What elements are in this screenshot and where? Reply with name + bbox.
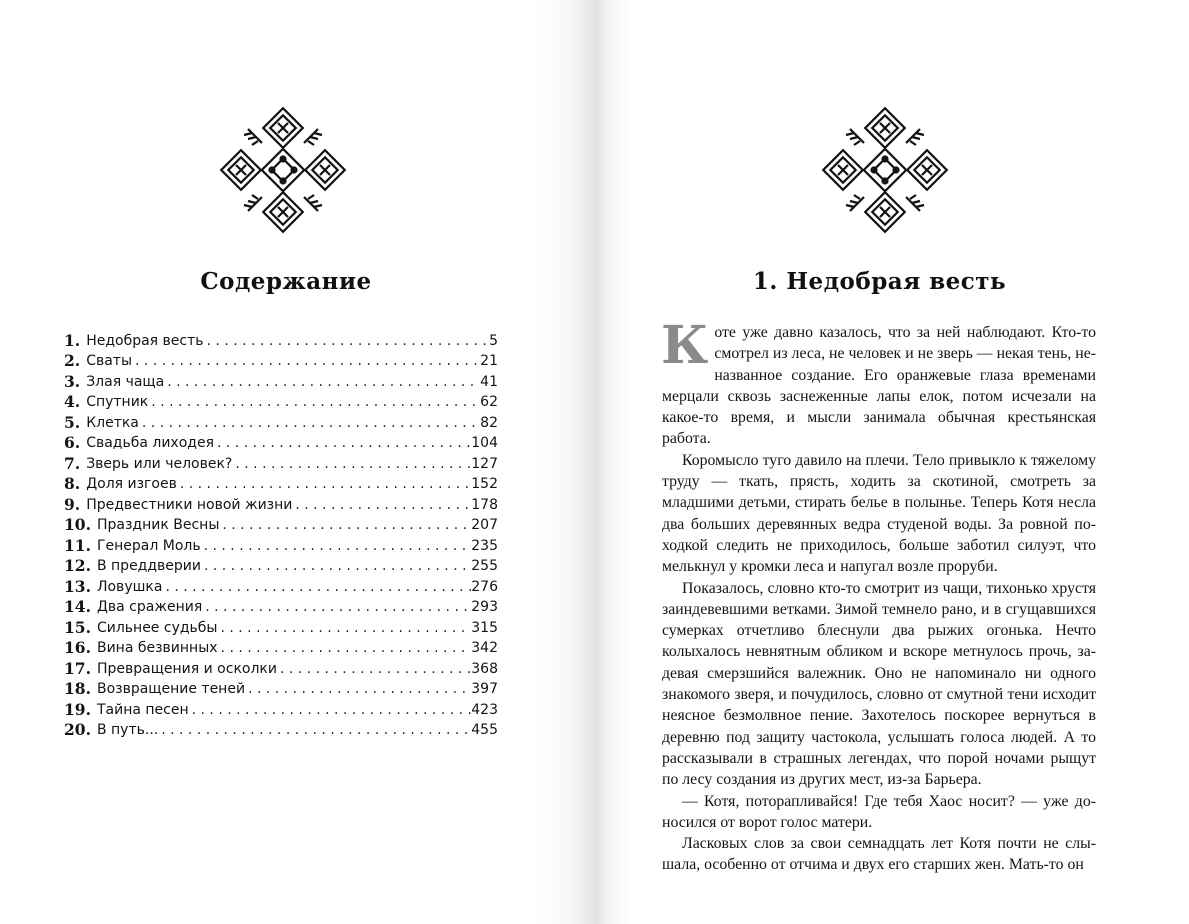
paragraph: Показалось, словно кто-то смотрит из чащи, тихонько хрустя заиндевевшими ветками. Зимой темнело рано, и в сгущавшихся сумерках отчетливо блеснули два рыжих огонька. Нечто колыхалось невнятным обликом и вскоре метнулось прочь, задевая смерзшийся валежник. Оно не напоминало ни одного знакомого зверя, и почудилось, словно от смутной тени исходит неясное безмолвное пение. Захотелось поскорее вернуться в деревню под защиту частокола, услышать голоса людей. А то рассказывали в страшных легендах, что порой ночами рыщут по лесу создания из других мест, из-за Барьера. bbox=[662, 579, 1096, 789]
toc-entry-title: Праздник Весны bbox=[96, 517, 220, 533]
toc-entry-page: 342 bbox=[471, 640, 498, 656]
toc-leader-dots bbox=[164, 372, 480, 392]
toc-entry bbox=[64, 351, 498, 372]
toc-entry-title: Недобрая весть bbox=[86, 332, 204, 349]
toc-entry-number: 11. bbox=[64, 535, 91, 555]
toc-entry-number: 7. bbox=[64, 453, 81, 473]
toc-entry-number: 16. bbox=[64, 638, 91, 657]
toc-entry-number: 9. bbox=[64, 494, 81, 514]
toc-entry-number: 17. bbox=[64, 658, 91, 678]
toc-entry-title: Предвестники новой жизни bbox=[86, 496, 293, 513]
toc-entry-title: Клетка bbox=[86, 414, 139, 431]
toc-entry-title: В путь... bbox=[96, 722, 159, 738]
toc-entry bbox=[64, 638, 498, 659]
toc-entry-page: 207 bbox=[471, 517, 498, 533]
toc-entry bbox=[64, 453, 498, 474]
toc-entry-page: 255 bbox=[471, 558, 498, 574]
toc-leader-dots bbox=[162, 577, 471, 597]
knot-ornament-icon bbox=[820, 105, 950, 235]
toc-entry-number: 13. bbox=[64, 576, 91, 596]
toc-leader-dots bbox=[158, 720, 471, 740]
table-of-contents bbox=[64, 330, 498, 740]
toc-entry-title: Тайна песен bbox=[96, 701, 189, 718]
toc-entry-title: Генерал Моль bbox=[96, 537, 201, 554]
toc-entry-page: 368 bbox=[471, 660, 498, 677]
toc-entry bbox=[64, 617, 498, 638]
toc-entry-number: 12. bbox=[64, 556, 91, 575]
paragraph: Коромысло туго давило на плечи. Тело привыкло к тяжелому труду — ткать, прясть, ходить за скотиной, смотреть за младшими детьми, стирать белье в полынье. Теперь Котя несла два больших деревянных ведра студеной воды. За ровной походкой следить не приходилось, больше заботил силуэт, что мелькнул у кромки леса и напугал возле проруби. bbox=[662, 451, 1096, 576]
toc-entry-page: 82 bbox=[480, 414, 498, 431]
toc-entry-page: 178 bbox=[471, 496, 498, 513]
gutter-shadow bbox=[594, 0, 634, 924]
toc-entry-number: 8. bbox=[64, 474, 81, 493]
paragraph: Ласковых слов за свои семнадцать лет Котя почти не слышала, особенно от отчима и двух его старших жен. Мать-то он bbox=[662, 835, 1096, 874]
toc-entry-number: 5. bbox=[64, 412, 81, 432]
toc-entry-title: Ловушка bbox=[96, 578, 163, 595]
toc-entry bbox=[64, 330, 498, 351]
toc-entry-title: Два сражения bbox=[96, 599, 203, 615]
drop-cap: К bbox=[661, 315, 709, 376]
toc-entry bbox=[64, 597, 498, 618]
toc-entry bbox=[64, 720, 498, 741]
toc-entry-title: Вина безвинных bbox=[96, 640, 218, 656]
toc-entry-page: 235 bbox=[471, 537, 498, 554]
toc-leader-dots bbox=[245, 679, 471, 699]
toc-entry bbox=[64, 576, 498, 597]
toc-leader-dots bbox=[177, 474, 471, 494]
toc-entry bbox=[64, 535, 498, 556]
toc-entry-title: Свадьба лиходея bbox=[86, 435, 214, 451]
toc-entry bbox=[64, 679, 498, 700]
paragraph: — Котя, поторапливайся! Где тебя Хаос носит? — уже доносился от ворот голос матери. bbox=[662, 792, 1096, 831]
toc-leader-dots bbox=[219, 515, 471, 535]
paragraph-text: оте уже давно казалось, что за ней наблюдают. Кто-то смотрел из леса, не человек и не зверь — некая тень, неназванное создание. Его оранжевые глаза временами мерцали сквозь заснеженные лапы елок, потом исчезали на какое-то время, и мысли занимала обычная крестьянская работа. bbox=[662, 324, 1096, 448]
toc-entry-number: 10. bbox=[64, 515, 91, 534]
chapter-heading: 1. Недобрая весть bbox=[752, 268, 1007, 295]
toc-leader-dots bbox=[148, 392, 480, 412]
toc-leader-dots bbox=[202, 597, 471, 617]
toc-entry-page: 276 bbox=[471, 578, 498, 595]
toc-entry-title: Превращения и осколки bbox=[96, 660, 277, 677]
toc-entry bbox=[64, 433, 498, 454]
toc-entry-number: 1. bbox=[64, 330, 81, 350]
toc-entry bbox=[64, 412, 498, 433]
toc-leader-dots bbox=[277, 659, 471, 679]
toc-entry bbox=[64, 494, 498, 515]
toc-leader-dots bbox=[189, 700, 472, 720]
toc-entry-title: Злая чаща bbox=[86, 373, 165, 390]
toc-entry bbox=[64, 474, 498, 495]
toc-leader-dots bbox=[139, 413, 480, 433]
toc-entry-page: 104 bbox=[471, 435, 498, 451]
toc-entry-number: 4. bbox=[64, 392, 81, 411]
toc-entry-page: 397 bbox=[471, 681, 498, 697]
knot-ornament-icon bbox=[218, 105, 348, 235]
toc-entry-number: 18. bbox=[64, 679, 91, 698]
toc-entry-title: Возвращение теней bbox=[96, 681, 246, 697]
toc-entry-page: 5 bbox=[489, 332, 498, 349]
toc-entry-number: 3. bbox=[64, 371, 81, 391]
toc-entry-title: Сваты bbox=[86, 353, 133, 369]
toc-leader-dots bbox=[201, 536, 472, 556]
gutter-shadow bbox=[534, 0, 594, 924]
paragraph bbox=[661, 315, 1096, 450]
toc-entry-number: 19. bbox=[64, 699, 91, 719]
toc-leader-dots bbox=[204, 331, 490, 351]
toc-entry-title: В преддверии bbox=[96, 558, 201, 574]
toc-entry-page: 62 bbox=[480, 394, 498, 410]
toc-entry bbox=[64, 699, 498, 720]
toc-entry-number: 20. bbox=[64, 720, 91, 739]
toc-entry-page: 455 bbox=[471, 722, 498, 738]
toc-entry-number: 2. bbox=[64, 351, 81, 370]
toc-entry-page: 293 bbox=[471, 599, 498, 615]
toc-entry-title: Спутник bbox=[86, 394, 149, 410]
toc-entry-title: Зверь или человек? bbox=[86, 455, 233, 472]
toc-entry bbox=[64, 392, 498, 413]
toc-entry-page: 152 bbox=[471, 476, 498, 492]
toc-entry bbox=[64, 556, 498, 577]
toc-entry-title: Доля изгоев bbox=[86, 476, 177, 492]
toc-entry-number: 15. bbox=[64, 617, 91, 637]
right-page bbox=[594, 0, 1189, 924]
toc-entry-number: 6. bbox=[64, 433, 81, 452]
toc-entry-page: 423 bbox=[471, 701, 498, 718]
toc-entry-page: 315 bbox=[471, 619, 498, 636]
toc-entry-page: 127 bbox=[471, 455, 498, 472]
toc-entry-number: 14. bbox=[64, 597, 91, 616]
toc-entry bbox=[64, 515, 498, 536]
left-page bbox=[0, 0, 594, 924]
chapter-body bbox=[661, 315, 1096, 876]
toc-leader-dots bbox=[217, 618, 471, 638]
toc-entry-page: 21 bbox=[480, 353, 498, 369]
toc-entry bbox=[64, 658, 498, 679]
toc-leader-dots bbox=[292, 495, 471, 515]
toc-entry bbox=[64, 371, 498, 392]
toc-leader-dots bbox=[214, 433, 471, 453]
toc-leader-dots bbox=[232, 454, 471, 474]
toc-entry-title: Сильнее судьбы bbox=[96, 619, 218, 636]
toc-leader-dots bbox=[132, 351, 480, 371]
toc-leader-dots bbox=[218, 638, 472, 658]
toc-entry-page: 41 bbox=[480, 373, 498, 390]
toc-leader-dots bbox=[201, 556, 471, 576]
contents-heading: Содержание bbox=[200, 268, 372, 295]
